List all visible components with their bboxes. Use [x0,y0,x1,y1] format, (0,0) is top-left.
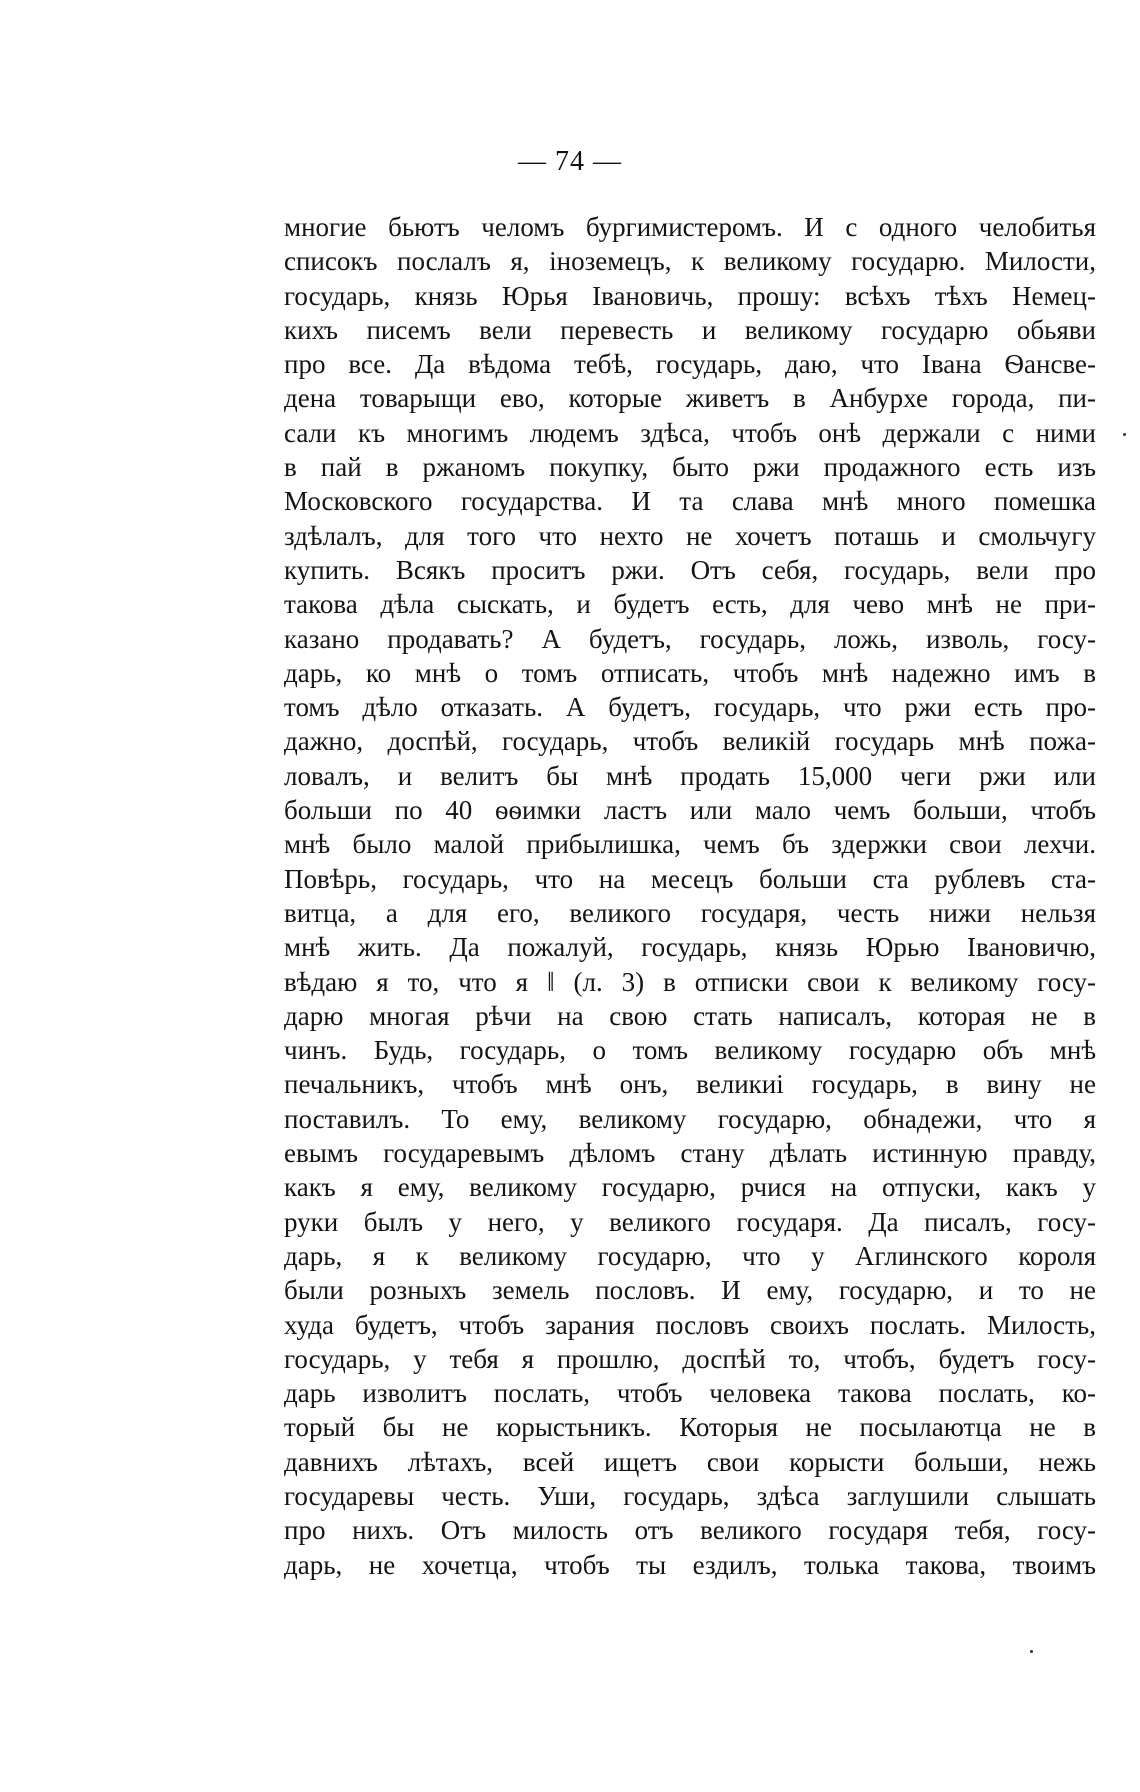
text-line: мнѣ было малой прибылишка, чемъ бъ здержки свои лехчи. [284,829,1096,860]
text-line: дажно, доспѣй, государь, чтобъ великій государь мнѣ пожа- [284,726,1096,757]
text-line: дарь, ко мнѣ о томъ отписать, чтобъ мнѣ надежно имъ в [284,657,1096,688]
text-line: руки былъ у него, у великого государя. Да писалъ, госу- [284,1206,1096,1237]
text-line: худа будетъ, чтобъ зарания пословъ своихъ послать. Милость, [284,1309,1096,1340]
text-line: дарь, не хочетца, чтобъ ты ездилъ, толька такова, твоимъ [284,1549,1096,1580]
text-line: казано продавать? А будетъ, государь, ложь, изволь, госу- [284,623,1096,654]
text-line: Московского государства. И та слава мнѣ много помешка [284,486,1096,517]
text-line: Повѣрь, государь, что на месецъ больши ста рублевъ ста- [284,863,1096,894]
text-line: такова дѣла сыскать, и будетъ есть, для чево мнѣ не при- [284,589,1096,620]
text-line: купить. Всякъ проситъ ржи. Отъ себя, государь, вели про [284,554,1096,585]
text-line: дена товарыщи ево, которые живетъ в Анбурхе города, пи- [284,383,1096,414]
text-line: были розныхъ земель пословъ. И ему, государю, и то не [284,1275,1096,1306]
text-line: государь, князь Юрья Івановичь, прошу: всѣхъ тѣхъ Немец- [284,280,1096,311]
text-line: дарю многая рѣчи на свою стать написалъ, которая не в [284,1000,1096,1031]
text-line: про все. Да вѣдома тебѣ, государь, даю, что Івана Ѳансве- [284,349,1096,380]
text-line: поставилъ. То ему, великому государю, обнадежи, что я [284,1103,1096,1134]
text-line: торый бы не корыстьникъ. Которыя не посылаютца не в [284,1412,1096,1443]
text-line: государевы честь. Уши, государь, здѣса заглушили слышать [284,1480,1096,1511]
text-line: кихъ писемъ вели перевесть и великому государю обьяви [284,314,1096,345]
margin-speck [1123,433,1126,436]
text-line: в пай в ржаномъ покупку, быто ржи продажного есть изъ [284,452,1096,483]
text-line: государь, у тебя я прошлю, доспѣй то, чтобъ, будетъ госу- [284,1343,1096,1374]
text-line: давнихъ лѣтахъ, всей ищетъ свои корысти больши, нежь [284,1446,1096,1477]
text-line: чинъ. Будь, государь, о томъ великому государю объ мнѣ [284,1035,1096,1066]
text-line: евымъ государевымъ дѣломъ стану дѣлать истинную правду, [284,1138,1096,1169]
text-line: томъ дѣло отказать. А будетъ, государь, что ржи есть про- [284,692,1096,723]
body-text [284,210,1096,1582]
text-line: про нихъ. Отъ милость отъ великого государя тебя, госу- [284,1515,1096,1546]
text-line: печальникъ, чтобъ мнѣ онъ, великиі государь, в вину не [284,1069,1096,1100]
text-line: сали къ многимъ людемъ здѣса, чтобъ онѣ держали с ними [284,417,1096,448]
text-line: дарь, я к великому государю, что у Аглинского короля [284,1240,1096,1271]
text-line: какъ я ему, великому государю, рчися на отпуски, какъ у [284,1172,1096,1203]
text-line: больши по 40 ѳѳимки ластъ или мало чемъ больши, чтобъ [284,795,1096,826]
text-line: ловалъ, и велитъ бы мнѣ продать 15,000 чеги ржи или [284,760,1096,791]
margin-speck [1030,1650,1033,1653]
text-line: здѣлалъ, для того что нехто не хочетъ поташь и смольчугу [284,520,1096,551]
text-line: вѣдаю я то, что я ‖ (л. 3) в отписки свои к великому госу- [284,966,1096,997]
text-line: многие бьютъ челомъ бургимистеромъ. И с одного челобитья [284,212,1096,242]
page-number: — 74 — [518,146,622,177]
text-line: списокъ послалъ я, іноземецъ, к великому государю. Милости, [284,246,1096,277]
text-line: витца, а для его, великого государя, честь нижи нельзя [284,897,1096,928]
text-line: дарь изволитъ послать, чтобъ человека такова послать, ко- [284,1378,1096,1409]
text-line: мнѣ жить. Да пожалуй, государь, князь Юрью Івановичю, [284,932,1096,963]
